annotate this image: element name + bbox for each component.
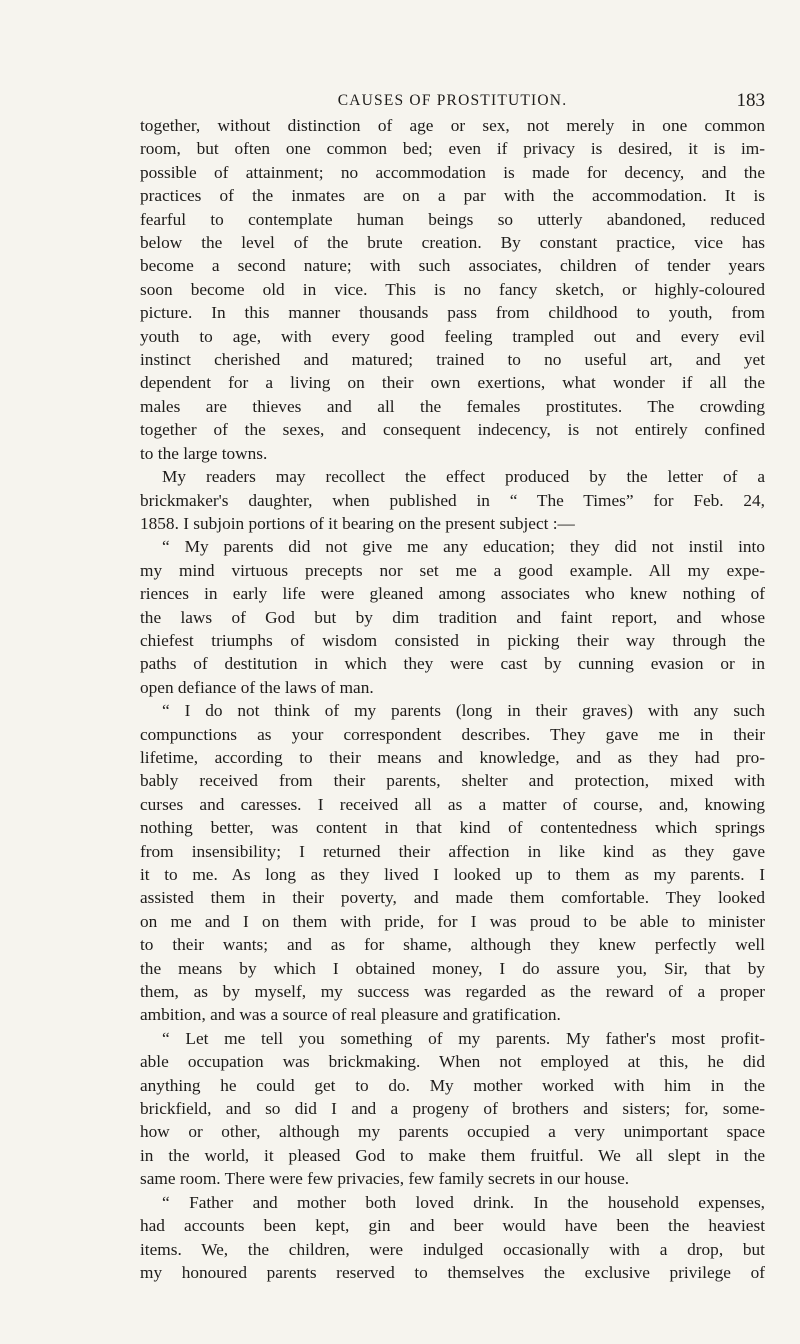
text-line: picture. In this manner thousands pass from childhood to youth, from: [140, 303, 765, 323]
page-number: 183: [736, 90, 765, 111]
text-line: ambition, and was a source of real pleasure and gratification.: [140, 1005, 561, 1025]
text-line: on me and I on them with pride, for I was proud to be able to minister: [140, 911, 765, 931]
text-line: become a second nature; with such associates, children of tender years: [140, 256, 765, 276]
text-line: from insensibility; I returned their affection in like kind as they gave: [140, 841, 765, 861]
text-line: items. We, the children, were indulged occasionally with a drop, but: [140, 1239, 765, 1259]
text-line: my mind virtuous precepts nor set me a good example. All my expe-: [140, 560, 765, 580]
text-line: brickmaker's daughter, when published in “ The Times” for Feb. 24,: [140, 490, 765, 510]
text-line: had accounts been kept, gin and beer would have been the heaviest: [140, 1216, 765, 1236]
text-line: them, as by myself, my success was regarded as the reward of a proper: [140, 982, 765, 1002]
text-line: assisted them in their poverty, and made them comfortable. They looked: [140, 888, 765, 908]
text-line: lifetime, according to their means and knowledge, and as they had pro-: [140, 747, 765, 767]
text-line: riences in early life were gleaned among associates who knew nothing of: [140, 584, 765, 604]
text-line: room, but often one common bed; even if privacy is desired, it is im-: [140, 139, 765, 159]
text-line: nothing better, was content in that kind of contentedness which springs: [140, 818, 765, 838]
text-line: fearful to contemplate human beings so utterly abandoned, reduced: [140, 209, 765, 229]
text-line: “ My parents did not give me any education; they did not instil into: [162, 537, 765, 557]
text-line: chiefest triumphs of wisdom consisted in picking their way through the: [140, 630, 765, 650]
text-line: soon become old in vice. This is no fancy sketch, or highly-coloured: [140, 279, 765, 299]
text-line: “ I do not think of my parents (long in their graves) with any such: [162, 701, 765, 721]
text-line: possible of attainment; no accommodation is made for decency, and the: [140, 162, 765, 182]
text-line: how or other, although my parents occupied a very unimportant space: [140, 1122, 765, 1142]
text-line: it to me. As long as they lived I looked up to them as my parents. I: [140, 865, 765, 884]
text-line: bably received from their parents, shelter and protection, mixed with: [140, 771, 765, 791]
running-title: CAUSES OF PROSTITUTION.: [337, 92, 568, 109]
text-line: to their wants; and as for shame, although they knew perfectly well: [140, 935, 765, 955]
text-line: together, without distinction of age or sex, not merely in one common: [140, 116, 765, 135]
text-line: “ Father and mother both loved drink. In the household expenses,: [162, 1192, 765, 1212]
text-line: anything he could get to do. My mother worked with him in the: [140, 1075, 765, 1095]
text-line: together of the sexes, and consequent indecency, is not entirely confined: [140, 420, 765, 440]
text-line: My readers may recollect the effect produced by the letter of a: [162, 467, 765, 487]
text-line: “ Let me tell you something of my parents. My father's most profit-: [162, 1028, 765, 1048]
text-line: able occupation was brickmaking. When not employed at this, he did: [140, 1052, 765, 1072]
text-line: 1858. I subjoin portions of it bearing on the present subject :—: [140, 513, 575, 533]
text-line: open defiance of the laws of man.: [140, 677, 374, 697]
text-line: to the large towns.: [140, 443, 268, 463]
text-line: curses and caresses. I received all as a matter of course, and, knowing: [140, 794, 765, 814]
text-line: compunctions as your correspondent describes. They gave me in their: [140, 724, 765, 744]
text-line: my honoured parents reserved to themselves the exclusive privilege of: [140, 1262, 765, 1282]
text-line: youth to age, with every good feeling trampled out and every evil: [140, 326, 765, 346]
text-line: males are thieves and all the females prostitutes. The crowding: [140, 396, 765, 416]
text-line: below the level of the brute creation. By constant practice, vice has: [140, 233, 765, 253]
text-line: in the world, it pleased God to make them fruitful. We all slept in the: [140, 1145, 765, 1165]
text-line: practices of the inmates are on a par with the accommodation. It is: [140, 186, 765, 206]
text-line: brickfield, and so did I and a progeny of brothers and sisters; for, some-: [140, 1099, 765, 1119]
text-line: instinct cherished and matured; trained to no useful art, and yet: [140, 350, 765, 370]
text-line: paths of destitution in which they were cast by cunning evasion or in: [140, 654, 765, 674]
text-line: the laws of God but by dim tradition and faint report, and whose: [140, 607, 765, 627]
running-head: [140, 88, 765, 114]
text-line: the means by which I obtained money, I do assure you, Sir, that by: [140, 958, 765, 978]
body-text: [140, 114, 765, 1284]
text-line: dependent for a living on their own exertions, what wonder if all the: [140, 373, 765, 393]
text-line: same room. There were few privacies, few family secrets in our house.: [140, 1169, 630, 1189]
